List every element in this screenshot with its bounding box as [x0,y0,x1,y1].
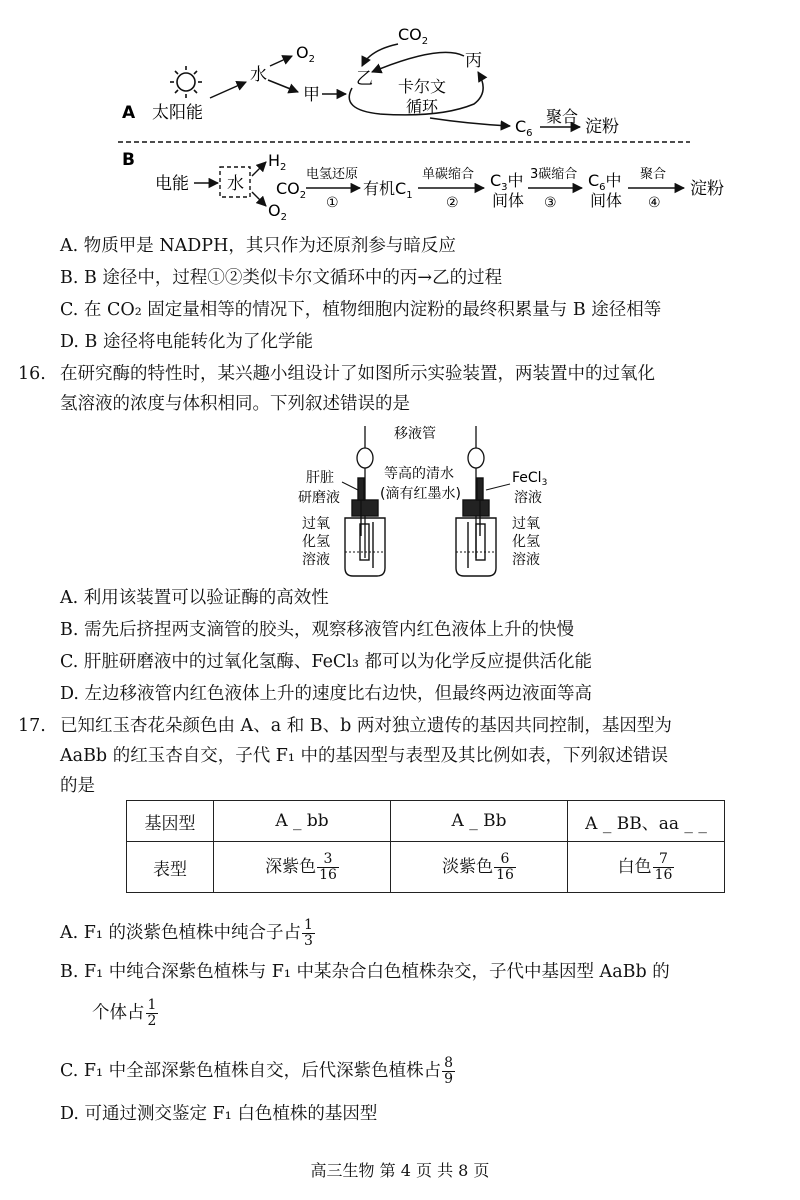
q17-stem-line3: 的是 [60,776,95,796]
calvin-cycle-label-1: 卡尔文 [398,77,447,96]
water-b-label: 水 [227,174,244,194]
q16-stem-line2: 氢溶液的浓度与体积相同。下列叙述错误的是 [60,394,410,414]
water-label-2: (滴有红墨水) [380,486,461,502]
q16-option-b: B. 需先后挤捏两支滴管的胶头，观察移液管内红色液体上升的快慢 [60,620,574,640]
table-header-genotype: 基因型 [127,801,214,842]
c6-a-label: $C_6$ [515,117,533,139]
c6-intermediate-label-1: $C_6$中 [588,171,622,193]
c3-intermediate-label-1: $C_3$中 [490,171,524,193]
starch-b-label: 淀粉 [690,179,724,199]
polymerize-a-label: 聚合 [546,107,579,126]
q15-option-c: C. 在 CO₂ 固定量相等的情况下，植物细胞内淀粉的最终积累量与 B 途径相等 [60,300,662,320]
starch-a-label: 淀粉 [585,117,619,137]
genotype-table [126,800,725,893]
liver-label-2: 研磨液 [298,490,340,506]
h2-label: $H_2$ [268,151,287,173]
water-a-label: 水 [250,65,267,85]
fecl3-label-2: 溶液 [514,490,542,506]
h2o2-right-2: 化氢 [512,534,540,550]
h2o2-right-1: 过氧 [512,516,540,532]
water-label-1: 等高的清水 [384,466,454,482]
step4-number: ④ [648,195,661,211]
q16-number: 16. [18,364,46,384]
q15-option-d: D. B 途径将电能转化为了化学能 [60,332,313,352]
sun-icon [170,66,202,98]
h2o2-left-2: 化氢 [302,534,330,550]
table-cell: 淡紫色 $\frac{6}{16}$ [391,842,568,893]
q16-stem-line1: 在研究酶的特性时，某兴趣小组设计了如图所示实验装置，两装置中的过氧化 [60,364,655,384]
step3-label: 3碳缩合 [530,167,578,182]
step2-number: ② [446,195,459,211]
o2-b-label: $O_2$ [268,201,287,223]
table-row [127,801,725,842]
q17-option-b-line1: B. F₁ 中纯合深紫色植株与 F₁ 中某杂合白色植株杂交，子代中基因型 AaBb 的 [60,962,670,982]
o2-a-label: $O_2$ [296,43,315,65]
solar-energy-label: 太阳能 [152,103,203,123]
co2-a-label: $CO_2$ [398,25,429,47]
bing-label: 丙 [465,51,482,71]
co2-b-label: $CO_2$ [276,179,307,201]
q17-option-d: D. 可通过测交鉴定 F₁ 白色植株的基因型 [60,1104,378,1124]
table-row [127,842,725,893]
step2-label: 单碳缩合 [422,167,475,182]
calvin-cycle-label-2: 循环 [406,97,439,116]
h2o2-left-3: 溶液 [302,552,330,568]
pathway-diagram [0,0,800,232]
q17-stem-line1: 已知红玉杏花朵颜色由 A、a 和 B、b 两对独立遗传的基因共同控制，基因型为 [60,716,672,736]
pipette-label: 移液管 [394,426,436,442]
step1-number: ① [326,195,339,211]
page-footer: 高三生物 第 4 页 共 8 页 [310,1161,490,1180]
organic-c1-label: 有机$C_1$ [363,179,413,201]
diagram-b-label: B [122,150,135,170]
diagram-a-label: A [122,103,136,123]
table-cell: 深紫色 $\frac{3}{16}$ [214,842,391,893]
q17-option-c: C. F₁ 中全部深紫色植株自交，后代深紫色植株占 $\frac{8}{9}$ [60,1055,454,1087]
c3-intermediate-label-2: 间体 [492,191,525,210]
h2o2-right-3: 溶液 [512,552,540,568]
electric-energy-label: 电能 [155,174,189,194]
jia-label: 甲 [303,85,320,105]
h2o2-left-1: 过氧 [302,516,330,532]
q16-option-a: A. 利用该装置可以验证酶的高效性 [60,588,329,608]
table-cell: A _ BB、aa _ _ [568,801,725,842]
q16-option-d: D. 左边移液管内红色液体上升的速度比右边快，但最终两边液面等高 [60,684,593,704]
c6-intermediate-label-2: 间体 [590,191,623,210]
table-cell: A _ Bb [391,801,568,842]
q15-option-b: B. B 途径中，过程①②类似卡尔文循环中的丙→乙的过程 [60,268,503,288]
q17-option-a: A. F₁ 的淡紫色植株中纯合子占 $\frac{1}{3}$ [60,917,313,949]
q17-option-b-line2: 个体占 $\frac{1}{2}$ [92,997,157,1029]
step1-label: 电氢还原 [306,167,359,182]
table-cell: A _ bb [214,801,391,842]
yi-label: 乙 [356,69,373,89]
fecl3-label-1: FeCl$_3$ [512,470,548,488]
liver-label-1: 肝脏 [306,470,334,486]
q15-option-a: A. 物质甲是 NADPH，其只作为还原剂参与暗反应 [60,236,456,256]
enzyme-apparatus-figure [0,418,800,588]
q17-number: 17. [18,716,46,736]
table-header-phenotype: 表型 [127,842,214,893]
q16-option-c: C. 肝脏研磨液中的过氧化氢酶、FeCl₃ 都可以为化学反应提供活化能 [60,652,592,672]
table-cell: 白色 $\frac{7}{16}$ [568,842,725,893]
step4-label: 聚合 [640,167,667,182]
q17-stem-line2: AaBb 的红玉杏自交，子代 F₁ 中的基因型与表型及其比例如表，下列叙述错误 [60,746,668,766]
step3-number: ③ [544,195,557,211]
